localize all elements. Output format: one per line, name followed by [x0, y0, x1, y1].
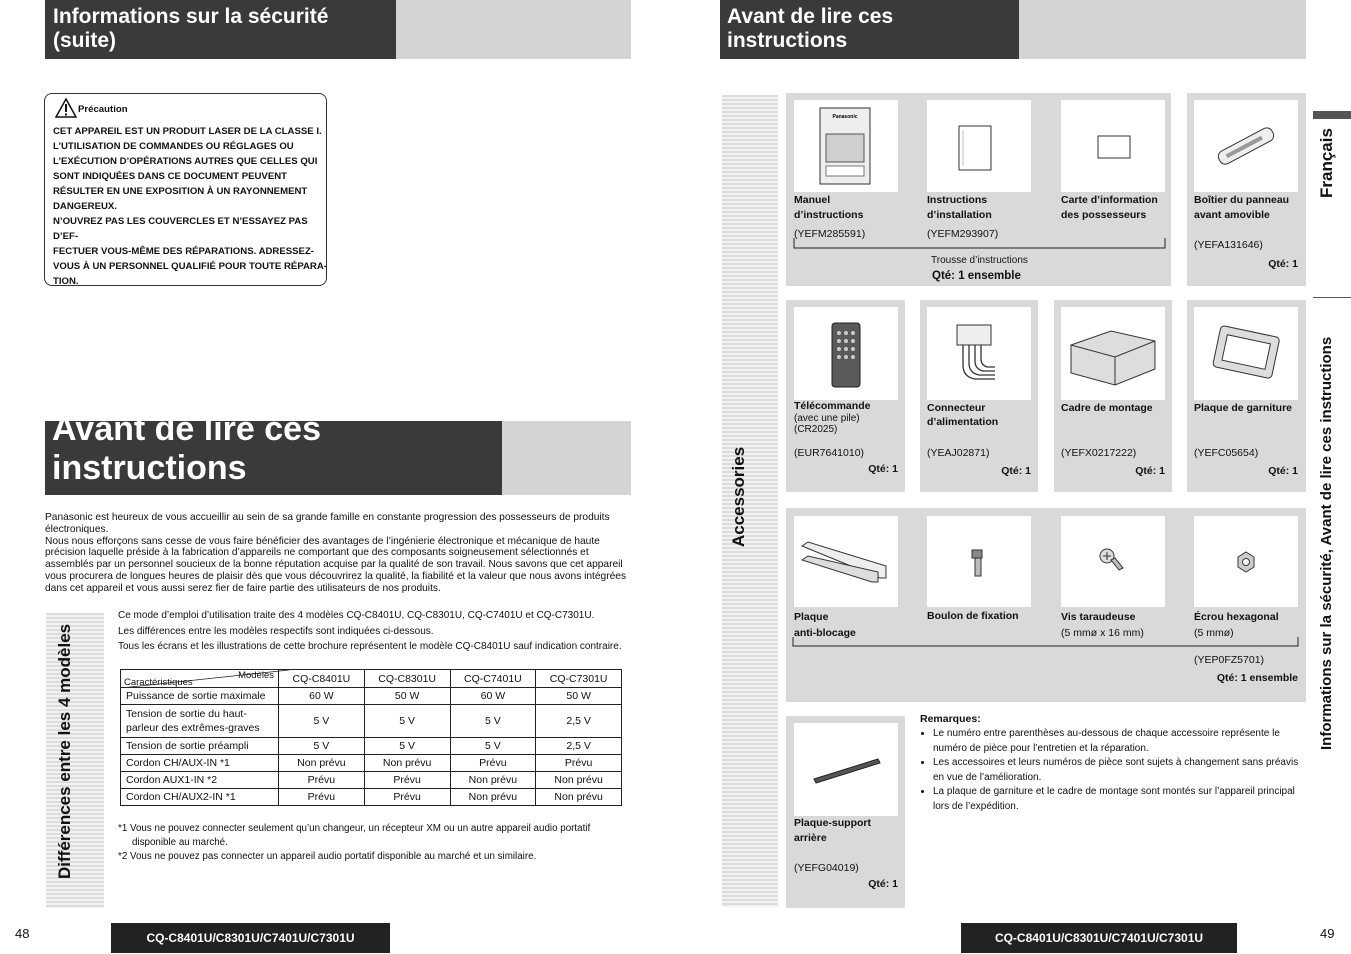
remote-sub-1: (avec une pile)	[794, 412, 860, 424]
footnote: *2 Vous ne pouvez pas connecter un appareil audio portatif disponible au marché et un similaire.	[118, 851, 537, 862]
trim-plate-icon	[1194, 307, 1298, 400]
kit-label: Trousse d’instructions	[931, 255, 1028, 266]
intro-paragraph: Nous nous efforçons sans cesse de vous faire bénéficier des avantages de l’ingénierie électronique et mécanique de haute précision laquelle préside à la fabrication d’appareils ne comportant que des composants soigneusement sélectionnés et assemblés par un personnel soucieux de la bonne réputation acquise par la qualité de son travail. Nous savons que cet appareil vous procurera de longues heures de plaisir dès que vous découvrirez la qualité, la fiabilité et la valeur que nous avons intégrées dans cet appareil et vous aussi serez fier de faire partie des utilisateurs de nos produits.	[45, 535, 627, 594]
table-header-row	[121, 670, 622, 688]
table-row	[121, 688, 622, 705]
screw-name: Vis taraudeuse	[1061, 611, 1136, 623]
caution-line: DANGEREUX.	[53, 201, 117, 212]
table-cell: Prévu	[364, 772, 450, 789]
caution-line: VOUS À UN PERSONNEL QUALIFIÉ POUR TOUTE RÉPARA-	[53, 261, 327, 272]
models-side-label: Différences entre les 4 modèles	[55, 623, 74, 879]
connector-name-1: Connecteur	[927, 402, 986, 414]
table-col-header: CQ-C8401U	[279, 670, 365, 688]
strap-caption	[794, 816, 871, 846]
intro-paragraph: Panasonic est heureux de vous accueillir au sein de sa grande famille en constante progression des possesseurs de produits électroniques.	[45, 512, 610, 535]
language-tab: Français	[1317, 128, 1336, 198]
connector-caption	[927, 401, 998, 429]
hardware-qty: Qté: 1 ensemble	[1216, 672, 1298, 684]
manual-caption	[794, 193, 863, 223]
footnote: disponible au marché.	[132, 837, 228, 848]
table-cell: 5 V	[279, 705, 365, 738]
page-number-right: 49	[1320, 926, 1335, 941]
rear-strap-icon	[794, 723, 898, 816]
lock-plate-picture	[794, 516, 898, 607]
case-code: (YEFA131646)	[1194, 239, 1263, 251]
manual-code: (YEFM285591)	[794, 228, 866, 240]
models-line: Ce mode d’emploi d’utilisation traite des 4 modèles CQ-C8401U, CQ-C8301U, CQ-C7401U et CQ-C7301U.	[118, 610, 595, 621]
removal-key-icon	[794, 516, 898, 607]
manual-booklet-icon	[794, 100, 898, 192]
table-corner-features: Caractéristiques	[124, 677, 193, 688]
nut-size: (5 mmø)	[1194, 627, 1234, 639]
tab-divider	[1313, 297, 1351, 298]
table-cell: 2,5 V	[536, 738, 622, 755]
remarks-list	[920, 727, 1308, 814]
models-line: Tous les écrans et les illustrations de cette brochure représentent le modèle CQ-C8401U sauf indication contraire.	[118, 641, 622, 652]
power-connector-icon	[927, 307, 1031, 400]
nut-name: Écrou hexagonal	[1194, 611, 1279, 623]
footer-model-left: CQ-C8401U/C8301U/C7401U/C7301U	[111, 923, 390, 953]
models-intro	[118, 608, 628, 655]
table-row	[121, 772, 622, 789]
strap-code: (YEFG04019)	[794, 862, 859, 874]
sleeve-caption	[1061, 401, 1153, 416]
remote-control-icon	[794, 307, 898, 400]
install-code: (YEFM293907)	[927, 228, 999, 240]
install-caption	[927, 193, 992, 223]
table-col-header: CQ-C8301U	[364, 670, 450, 688]
case-qty: Qté: 1	[1268, 258, 1298, 270]
section-title-fill	[502, 421, 631, 495]
table-cell: 5 V	[364, 705, 450, 738]
caution-line: SONT INDIQUÉES DANS CE DOCUMENT PEUVENT	[53, 171, 288, 182]
remote-qty: Qté: 1	[868, 463, 898, 475]
table-row	[121, 705, 622, 738]
screw-size: (5 mmø x 16 mm)	[1061, 627, 1144, 639]
remote-code: (EUR7641010)	[794, 447, 865, 459]
accessories-side-label: Accessories	[729, 446, 748, 547]
case-name-2: avant amovible	[1194, 209, 1270, 221]
table-cell: Non prévu	[450, 772, 536, 789]
table-row	[121, 755, 622, 772]
bolt-picture	[927, 516, 1031, 607]
caution-line: L’UTILISATION DE COMMANDES OU RÉGLAGES OU	[53, 141, 294, 152]
left-header-bar	[45, 0, 631, 59]
remote-picture	[794, 307, 898, 400]
carrying-case-icon	[1194, 100, 1298, 192]
manual-name-2: d’instructions	[794, 209, 864, 221]
strap-qty: Qté: 1	[868, 878, 898, 890]
manual-picture	[794, 100, 898, 192]
footnotes	[118, 822, 628, 864]
sleeve-picture	[1061, 307, 1165, 400]
lock-name-1: Plaque	[794, 611, 829, 623]
footer-model-right: CQ-C8401U/C8301U/C7401U/C7301U	[961, 923, 1237, 953]
table-cell: 5 V	[364, 738, 450, 755]
kit-bracket	[793, 238, 1167, 252]
right-header-bar	[720, 0, 1306, 59]
case-name-1: Boîtier du panneau	[1194, 194, 1290, 206]
caution-line: RÉSULTER EN UNE EXPOSITION À UN RAYONNEMENT	[53, 186, 308, 197]
plate-picture	[1194, 307, 1298, 400]
table-cell: Prévu	[536, 755, 622, 772]
plate-code: (YEFC05654)	[1194, 447, 1259, 459]
lock-name-2: anti-blocage	[794, 627, 856, 639]
warning-triangle-icon	[55, 98, 77, 118]
mounting-bolt-icon	[927, 516, 1031, 607]
chapter-tab: Informations sur la sécurité, Avant de lire ces instructions	[1318, 336, 1335, 750]
caution-line: L’EXÉCUTION D’OPÉRATIONS AUTRES QUE CELLES QUI	[53, 156, 318, 167]
hardware-code: (YEP0FZ5701)	[1194, 654, 1265, 666]
strap-picture	[794, 723, 898, 816]
table-cell: 5 V	[279, 738, 365, 755]
connector-picture	[927, 307, 1031, 400]
table-cell: Non prévu	[536, 789, 622, 806]
plate-qty: Qté: 1	[1268, 465, 1298, 477]
table-corner-models: Modèles	[238, 670, 274, 681]
remark-item: • La plaque de garniture et le cadre de montage sont montés sur l’appareil principal lors de l’expédition.	[933, 785, 1308, 814]
case-picture	[1194, 100, 1298, 192]
hardware-bracket	[792, 637, 1300, 649]
table-cell: 50 W	[364, 688, 450, 705]
remarks	[920, 713, 1308, 814]
install-name-1: Instructions	[927, 194, 988, 206]
table-row	[121, 738, 622, 755]
caution-line: N’OUVREZ PAS LES COUVERCLES ET N’ESSAYEZ PAS D’EF-	[53, 216, 308, 242]
sleeve-code: (YEFX0217222)	[1061, 447, 1137, 459]
connector-code: (YEAJ02871)	[927, 447, 990, 459]
models-table	[120, 669, 622, 806]
right-header-title: Avant de lire ces instructions	[720, 0, 1019, 59]
card-caption	[1061, 193, 1158, 223]
install-name-2: d’installation	[927, 209, 992, 221]
install-sheet-icon	[927, 100, 1031, 192]
table-row-label: Cordon AUX1-IN *2	[121, 772, 279, 789]
caution-heading: Précaution	[78, 104, 128, 115]
caution-line: FECTUER VOUS-MÊME DES RÉPARATIONS. ADRESSEZ-	[53, 246, 315, 257]
hex-nut-icon	[1194, 516, 1298, 607]
table-cell: 5 V	[450, 738, 536, 755]
sleeve-qty: Qté: 1	[1135, 465, 1165, 477]
table-row	[121, 789, 622, 806]
card-name-1: Carte d’information	[1061, 194, 1158, 206]
section-title-bar	[45, 410, 631, 495]
connector-qty: Qté: 1	[1001, 465, 1031, 477]
language-tab-bar	[1313, 111, 1351, 119]
section-title: Avant de lire ces instructions	[45, 421, 502, 495]
table-cell: Non prévu	[279, 755, 365, 772]
right-header-fill	[1019, 0, 1306, 59]
connector-name-2: d’alimentation	[927, 416, 999, 428]
table-cell: 2,5 V	[536, 705, 622, 738]
table-cell: Prévu	[279, 772, 365, 789]
table-cell: Prévu	[450, 755, 536, 772]
install-picture	[927, 100, 1031, 192]
plate-name: Plaque de garniture	[1194, 402, 1293, 414]
remarks-title: Remarques:	[920, 713, 981, 725]
footnote: *1 Vous ne pouvez connecter seulement qu’un changeur, un récepteur XM ou un autre appareil audio portatif	[118, 823, 591, 834]
table-row-label: Tension de sortie préampli	[121, 738, 279, 755]
table-col-header: CQ-C7301U	[536, 670, 622, 688]
caution-box	[44, 93, 327, 286]
table-cell: Non prévu	[450, 789, 536, 806]
table-cell: Prévu	[279, 789, 365, 806]
caution-line: CET APPAREIL EST UN PRODUIT LASER DE LA CLASSE Ι.	[53, 126, 322, 137]
caution-line: TION.	[53, 276, 79, 287]
tapping-screw-icon	[1061, 516, 1165, 607]
table-corner	[121, 670, 279, 688]
intro-text	[45, 512, 629, 595]
card-name-2: des possesseurs	[1061, 209, 1147, 221]
sleeve-name: Cadre de montage	[1061, 402, 1153, 414]
page-number-left: 48	[15, 926, 30, 941]
remark-item: • Les accessoires et leurs numéros de pièce sont sujets à changement sans préavis en vue de l’amélioration.	[933, 756, 1308, 785]
caution-text	[53, 124, 328, 289]
table-row-label: Cordon CH/AUX2-IN *1	[121, 789, 279, 806]
card-picture	[1061, 100, 1165, 192]
remark-item: • Le numéro entre parenthèses au-dessous de chaque accessoire représente le numéro de pièce pour l’entretien et la réparation.	[933, 727, 1308, 756]
remote-sub-2: (CR2025)	[794, 424, 838, 435]
manual-brand: Panasonic	[832, 114, 858, 120]
table-cell: 60 W	[279, 688, 365, 705]
nut-picture	[1194, 516, 1298, 607]
left-header-title: Informations sur la sécurité (suite)	[45, 0, 396, 59]
table-row-label: Tension de sortie du haut-parleur des extrêmes-graves	[121, 705, 279, 738]
case-caption	[1194, 193, 1289, 223]
table-col-header: CQ-C7401U	[450, 670, 536, 688]
bolt-caption	[927, 609, 1019, 624]
plate-caption	[1194, 401, 1292, 416]
strap-name-1: Plaque-support	[794, 817, 872, 829]
left-header-fill	[396, 0, 631, 59]
table-row-label: Puissance de sortie maximale	[121, 688, 279, 705]
table-cell: Prévu	[364, 789, 450, 806]
remote-caption	[794, 401, 870, 436]
kit-qty: Qté: 1 ensemble	[932, 270, 1021, 282]
manual-name-1: Manuel	[794, 194, 831, 206]
table-cell: Non prévu	[364, 755, 450, 772]
owner-card-icon	[1061, 100, 1165, 192]
mounting-collar-icon	[1061, 307, 1165, 400]
models-line: Les différences entre les modèles respectifs sont indiquées ci-dessous.	[118, 625, 434, 637]
table-cell: 5 V	[450, 705, 536, 738]
remote-name: Télécommande	[794, 400, 871, 412]
screw-picture	[1061, 516, 1165, 607]
table-cell: 50 W	[536, 688, 622, 705]
table-cell: Non prévu	[536, 772, 622, 789]
bolt-name: Boulon de fixation	[927, 610, 1019, 622]
strap-name-2: arrière	[794, 832, 827, 844]
table-cell: 60 W	[450, 688, 536, 705]
table-row-label: Cordon CH/AUX-IN *1	[121, 755, 279, 772]
